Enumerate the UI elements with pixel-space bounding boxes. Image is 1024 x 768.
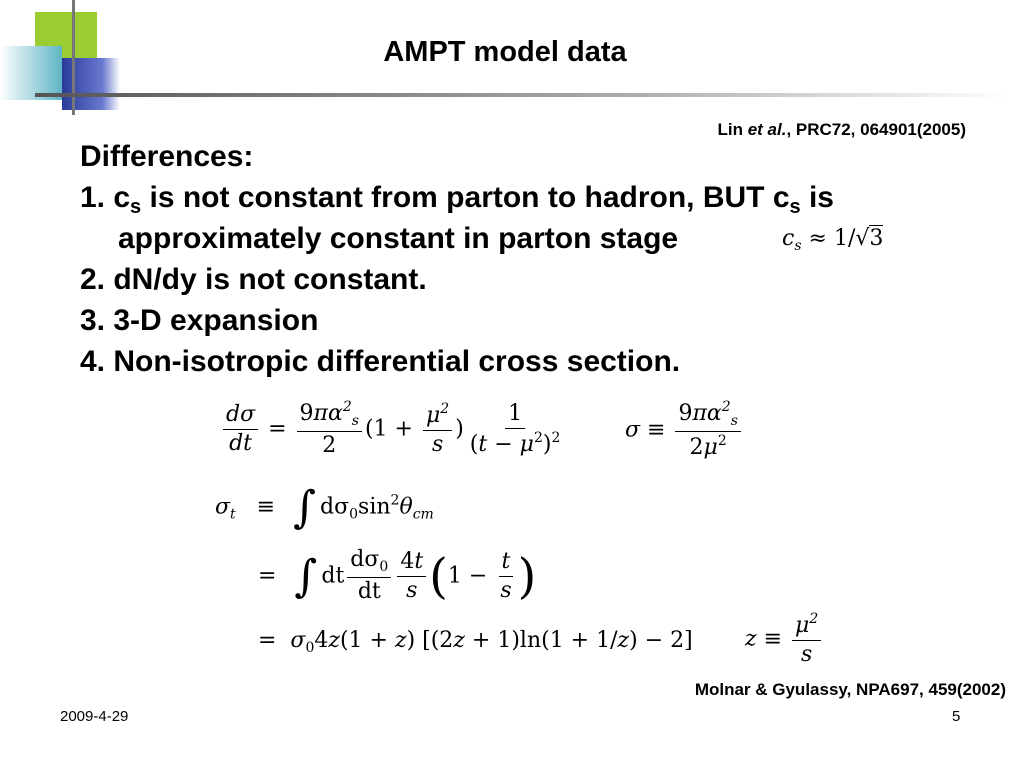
item-1-continuation: approximately constant in parton stage	[118, 222, 679, 255]
item-4: 4. Non-isotropic differential cross section.	[80, 345, 681, 378]
dsigma-dt-formula: $\frac{d\sigma}{dt}$ = $\frac{9\pi\alpha^2_s}{2}$ (1 + $\frac{\mu^2}{s}$ ) $\frac{1}{(t - \mu^2)^2}$	[220, 400, 566, 459]
sigma-t-result: = $\sigma_04z(1 + z) [(2z + 1)\ln(1 + 1/z) - 2]$	[258, 628, 693, 656]
item-1-sub: s	[130, 196, 142, 218]
ref-author: Lin	[717, 120, 748, 139]
differences-heading: Differences:	[80, 140, 254, 173]
cs-approx: ≈ 1/	[808, 226, 856, 251]
sigma-definition: σ ≡ $\frac{9\pi\alpha^2_s}{2\mu^2}$	[625, 400, 744, 461]
ref-etal: et al.	[747, 120, 787, 139]
sigma-t-integral: = ∫ dt $\frac{d\sigma_0}{dt}$ $\frac{4t}{s}$ (1 − $\frac{t}{s}$ )	[258, 547, 537, 605]
cs-s: s	[794, 238, 802, 254]
item-1-sub2: s	[789, 196, 801, 218]
sqrt-sign: √	[855, 226, 870, 251]
deco-horizontal-line	[35, 93, 1010, 97]
ref-journal: , PRC72, 064901(2005)	[786, 120, 966, 139]
item-1	[80, 177, 834, 218]
item-2: 2. dN/dy is not constant.	[80, 263, 427, 296]
item-1-post: is	[800, 181, 834, 214]
item-1-pre: 1. c	[80, 181, 131, 214]
cs-formula	[782, 226, 883, 254]
sigma-t-definition: $\sigma_t$ ≡ ∫ $d\sigma_0\sin^2\theta_{cm}$	[215, 482, 434, 533]
slide-title: AMPT model data	[383, 36, 627, 68]
z-definition: z ≡ $\frac{\mu^2}{s}$	[745, 612, 824, 667]
page-number: 5	[952, 708, 961, 725]
item-1-mid: is not constant from parton to hadron, BUT c	[141, 181, 790, 214]
footer-date: 2009-4-29	[60, 708, 129, 725]
differences-list	[80, 136, 834, 382]
cs-root: 3	[869, 226, 884, 251]
reference-molnar: Molnar & Gyulassy, NPA697, 459(2002)	[694, 680, 1006, 699]
cs-c: c	[782, 226, 795, 251]
item-3: 3. 3-D expansion	[80, 304, 319, 337]
